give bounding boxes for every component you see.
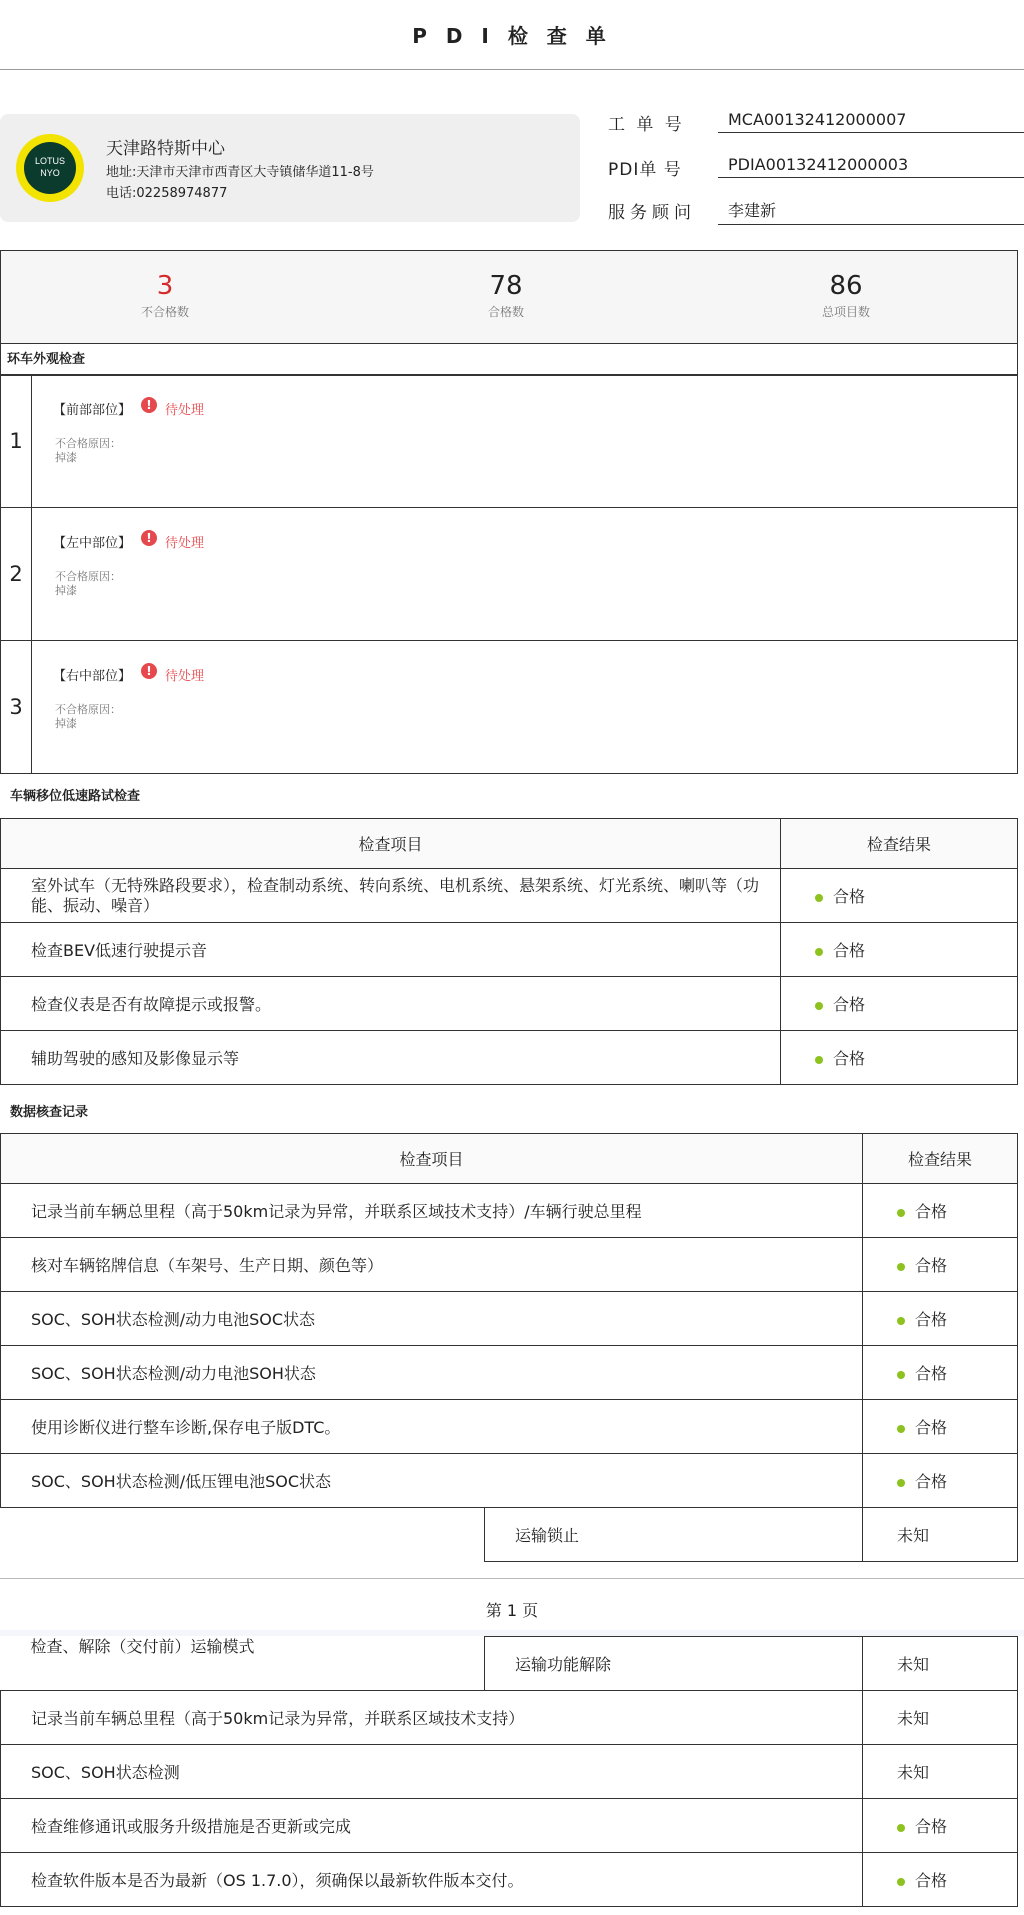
column-header-result: 检查结果 [781, 819, 1018, 869]
table-row [1, 1637, 1018, 1691]
pass-label: 合格数 [487, 305, 524, 319]
check-item: 记录当前车辆总里程（高于50km记录为异常，并联系区域技术支持） [1, 1691, 863, 1745]
data-check-table [0, 1133, 1018, 1562]
issue-number: 1 [1, 375, 32, 507]
status-dot-icon [897, 1371, 905, 1379]
check-item: 使用诊断仪进行整车诊断,保存电子版DTC。 [1, 1400, 863, 1454]
check-result [863, 1400, 1018, 1454]
issue-item [0, 374, 1018, 508]
status-dot-icon [897, 1317, 905, 1325]
stat-total [746, 271, 946, 320]
table-row [1, 1292, 1018, 1346]
warning-icon: ! [141, 663, 157, 679]
table-row [1, 1454, 1018, 1508]
check-item: 室外试车（无特殊路段要求），检查制动系统、转向系统、电机系统、悬架系统、灯光系统、喇叭等（功能、振动、噪音） [1, 869, 781, 923]
store-phone: 电话:02258974877 [106, 186, 228, 201]
status-dot-icon [897, 1263, 905, 1271]
stat-fail [65, 271, 265, 320]
check-subitem: 运输锁止 [485, 1508, 863, 1562]
stats-summary [0, 250, 1018, 344]
check-result [781, 977, 1018, 1031]
empty-cell [1, 1508, 485, 1562]
column-header-item: 检查项目 [1, 819, 781, 869]
table-header-row [1, 819, 1018, 869]
fail-label: 不合格数 [140, 305, 189, 319]
check-result [863, 1292, 1018, 1346]
advisor-row [608, 198, 1024, 228]
result-text: 合格 [915, 1256, 948, 1275]
check-result: 未知 [863, 1637, 1018, 1691]
status-dot-icon [897, 1209, 905, 1217]
issue-position: 【右中部位】 [53, 669, 132, 684]
logo-text-line2: NYO [40, 168, 60, 178]
check-result [863, 1238, 1018, 1292]
check-item-parent: 检查、解除（交付前）运输模式 [1, 1637, 485, 1691]
check-result [781, 869, 1018, 923]
reason-label: 不合格原因： [55, 703, 121, 716]
result-text: 合格 [833, 995, 866, 1014]
result-text: 合格 [915, 1472, 948, 1491]
total-label: 总项目数 [821, 305, 870, 319]
check-result [863, 1799, 1018, 1853]
issue-number: 2 [1, 508, 32, 640]
check-item: 检查BEV低速行驶提示音 [1, 923, 781, 977]
table-row [1, 1400, 1018, 1454]
reason-text: 掉漆 [55, 584, 77, 597]
check-item: SOC、SOH状态检测/动力电池SOC状态 [1, 1292, 863, 1346]
table-row [1, 1745, 1018, 1799]
check-item: 记录当前车辆总里程（高于50km记录为异常，并联系区域技术支持）/车辆行驶总里程 [1, 1184, 863, 1238]
table-row [1, 1238, 1018, 1292]
result-text: 合格 [833, 1049, 866, 1068]
reason-text: 掉漆 [55, 717, 77, 730]
table-row [1, 1508, 1018, 1562]
stat-pass [406, 271, 606, 320]
data-check-section-title: 数据核查记录 [10, 1105, 89, 1120]
exterior-section-title: 环车外观检查 [0, 344, 1018, 376]
column-header-result: 检查结果 [863, 1134, 1018, 1184]
pdi-number-value: PDIA00132412000003 [718, 155, 1024, 178]
status-dot-icon [815, 1056, 823, 1064]
page-number: 第 1 页 [0, 1578, 1024, 1639]
result-text: 合格 [915, 1418, 948, 1437]
result-text: 合格 [915, 1310, 948, 1329]
pdi-number-row [608, 155, 1024, 185]
table-row [1, 869, 1018, 923]
reason-text: 掉漆 [55, 451, 77, 464]
store-card [0, 114, 580, 222]
status-dot-icon [815, 948, 823, 956]
page-title: P D I 检 查 单 [0, 0, 1024, 70]
road-test-table [0, 818, 1018, 1085]
status-dot-icon [897, 1479, 905, 1487]
warning-icon: ! [141, 530, 157, 546]
lotus-logo-icon [16, 134, 84, 202]
check-subitem: 运输功能解除 [485, 1637, 863, 1691]
check-item: 辅助驾驶的感知及影像显示等 [1, 1031, 781, 1085]
table-row [1, 1346, 1018, 1400]
check-item: 检查仪表是否有故障提示或报警。 [1, 977, 781, 1031]
issue-status: 待处理 [165, 669, 205, 684]
check-result [781, 1031, 1018, 1085]
total-count: 86 [829, 271, 863, 301]
table-row [1, 1184, 1018, 1238]
table-row [1, 1853, 1018, 1907]
issue-item [0, 507, 1018, 641]
table-row [1, 1691, 1018, 1745]
status-dot-icon [897, 1425, 905, 1433]
check-result [863, 1346, 1018, 1400]
issue-status: 待处理 [165, 536, 205, 551]
table-row [1, 1031, 1018, 1085]
table-row [1, 977, 1018, 1031]
table-header-row [1, 1134, 1018, 1184]
result-text: 合格 [915, 1364, 948, 1383]
advisor-value: 李建新 [718, 198, 1024, 225]
check-result [863, 1853, 1018, 1907]
result-text: 合格 [915, 1871, 948, 1890]
pdi-number-label: PDI单 号 [608, 160, 682, 180]
check-result [863, 1454, 1018, 1508]
check-item: SOC、SOH状态检测/动力电池SOH状态 [1, 1346, 863, 1400]
reason-label: 不合格原因： [55, 570, 121, 583]
column-header-item: 检查项目 [1, 1134, 863, 1184]
advisor-label: 服务顾问 [608, 203, 696, 223]
result-text: 合格 [915, 1202, 948, 1221]
table-row [1, 1799, 1018, 1853]
work-order-label: 工 单 号 [608, 115, 685, 135]
result-text: 合格 [833, 941, 866, 960]
check-item: 检查维修通讯或服务升级措施是否更新或完成 [1, 1799, 863, 1853]
status-dot-icon [815, 1002, 823, 1010]
check-result: 未知 [863, 1691, 1018, 1745]
logo-text-line1: LOTUS [34, 156, 65, 166]
check-result: 未知 [863, 1745, 1018, 1799]
warning-icon: ! [141, 397, 157, 413]
check-item: 核对车辆铭牌信息（车架号、生产日期、颜色等） [1, 1238, 863, 1292]
status-dot-icon [897, 1878, 905, 1886]
check-item: 检查软件版本是否为最新（OS 1.7.0），须确保以最新软件版本交付。 [1, 1853, 863, 1907]
road-test-section-title: 车辆移位低速路试检查 [10, 789, 141, 804]
issue-number: 3 [1, 641, 32, 773]
result-text: 合格 [833, 887, 866, 906]
work-order-value: MCA00132412000007 [718, 110, 1024, 133]
work-order-row [608, 110, 1024, 140]
check-result: 未知 [863, 1508, 1018, 1562]
data-check-table-continued [0, 1636, 1018, 1907]
status-dot-icon [897, 1824, 905, 1832]
status-dot-icon [815, 894, 823, 902]
check-result [863, 1184, 1018, 1238]
check-result [781, 923, 1018, 977]
pass-count: 78 [489, 271, 523, 301]
issue-position: 【左中部位】 [53, 536, 132, 551]
store-address: 地址:天津市天津市西青区大寺镇储华道11-8号 [106, 165, 374, 180]
table-row [1, 923, 1018, 977]
check-item: SOC、SOH状态检测/低压锂电池SOC状态 [1, 1454, 863, 1508]
issue-status: 待处理 [165, 403, 205, 418]
check-item: SOC、SOH状态检测 [1, 1745, 863, 1799]
reason-label: 不合格原因： [55, 437, 121, 450]
result-text: 合格 [915, 1817, 948, 1836]
issue-position: 【前部部位】 [53, 403, 132, 418]
fail-count: 3 [156, 271, 174, 301]
issue-item [0, 640, 1018, 774]
store-name: 天津路特斯中心 [106, 139, 225, 159]
